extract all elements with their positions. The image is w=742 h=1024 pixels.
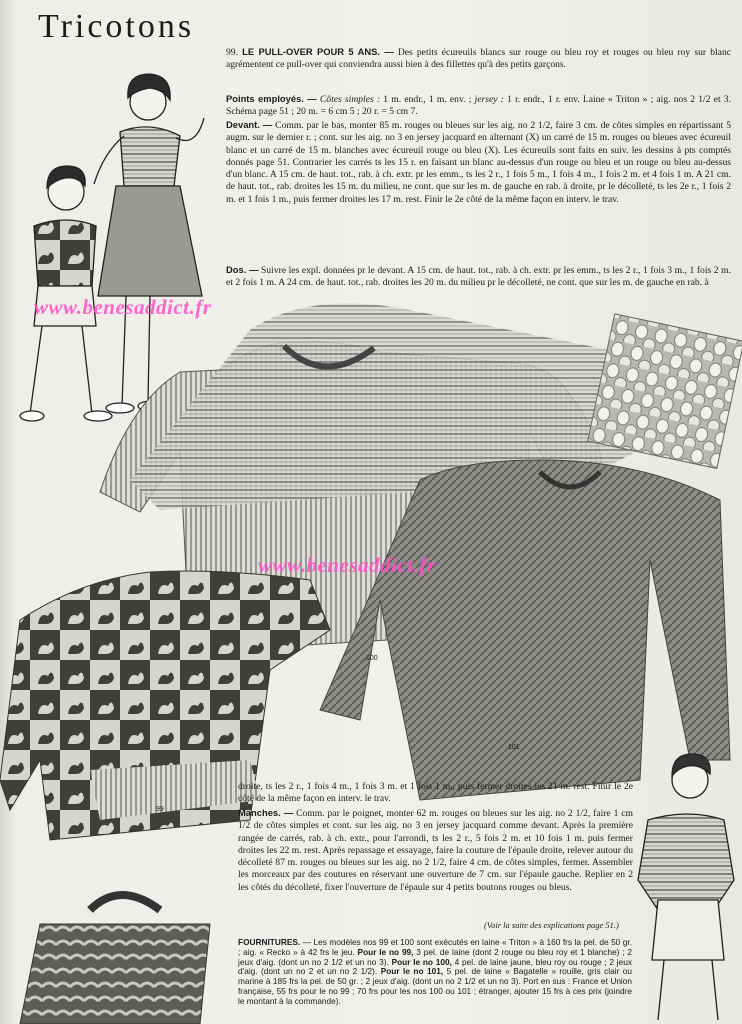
- watermark-top: www.benesaddict.fr: [34, 295, 212, 319]
- devant-heading: Devant. —: [226, 119, 273, 130]
- manches-heading: Manches. —: [238, 807, 294, 818]
- manches-text: Comm. par le poignet, monter 62 m. rouges ou bleues sur les aig. no 2 1/2, faire 1 cm 1/2 de côtes simples et cont. sur les aig. no 3 en jersey jacquard comme devant. Après la première rangée de carrés, rab. à ch. extr., pour l'arrondi, ts les 2 r., 5 fois 2 m. et 10 fois 1 m. puis fermer droites les 22 m. rest. Après repassage et essayage, faire la couture de l'épaule droite, relever autour du décolleté 87 m. rouges ou bleues sur les aig. no 2 1/2, faire 4 cm. de côtes simples, fermer. Assembler les morceaux par des coutures en réservant une ouverture de 7 cm. sur l'épaule gauche. Replier en 2 les côtés du décolleté, fixer l'ouverture de l'épaule sur 4 petits boutons rouges ou bleus.: [238, 808, 633, 893]
- points-italic: Côtes simples :: [316, 94, 384, 105]
- dos-continued-paragraph: [238, 781, 633, 806]
- intro-text: Des petits écureuils blancs sur rouge ou bleu roy et rouges ou bleu roy sur blanc agrémentent ce pull-over qui conviendra aussi bien à des fillettes qu'à des petits garçons.: [226, 47, 731, 71]
- fourn-text-2: 3 pel. de laine (dont 2 rouge ou bleu roy et 1 blanche) ; 2 jeux d'aig. (dont un no 2 1/2 et un no 3).: [238, 946, 633, 967]
- points-text-1: 1 m. endr., 1 m. env. ;: [383, 94, 475, 105]
- points-paragraph: [226, 93, 731, 119]
- fourn-bold-100: Pour le no 100,: [391, 956, 452, 967]
- page-title: Tricotons: [38, 8, 195, 45]
- manches-paragraph: [238, 807, 633, 894]
- model-label-100: 100: [366, 655, 378, 662]
- model-label-101: 101: [508, 744, 520, 751]
- boy-2-illustration: [638, 754, 734, 1020]
- dos-heading: Dos. —: [226, 264, 259, 275]
- knit-swatch: [588, 314, 742, 469]
- devant-paragraph: [226, 119, 731, 206]
- fournitures-paragraph: [238, 938, 632, 1007]
- watermark-middle: www.benesaddict.fr: [258, 553, 436, 577]
- fourn-text-4: 5 pel. de laine « Bagatelle » rouille, gris clair ou marine à 185 frs la pel. de 50 gr. ; 2 jeux d'aig. (dont un no 2 1/2 et un no 3). Port en sus : France et Union française, 55 frs pour le no 99 ; 70 frs pour les nos 100 ou 101 ; étranger, ajouter 15 frs à ces prix (joindre le montant à la commande).: [238, 966, 632, 1006]
- dos-paragraph: [226, 264, 731, 290]
- dos-continued-text: droite, ts les 2 r., 1 fois 4 m., 1 fois 3 m. et 1 fois 1 m., puis fermer droites les 21 m. rest. Finir le 2e côté de la même façon en interv. le trav.: [238, 781, 633, 805]
- model-label-99: 99: [156, 806, 164, 813]
- fourn-text-1: — Les modèles nos 99 et 100 sont exécutés en laine « Triton » à 160 frs la pel. de 50 gr. ; aig. « Recko » à 42 frs le jeu.: [238, 937, 632, 957]
- fournitures-heading: FOURNITURES.: [238, 937, 301, 947]
- fourn-text-3: 4 pel. de laine jaune, bleu roy ou rouge ; 2 jeux d'aig. (dont un no 2 et un no 2 1/2).: [238, 956, 632, 977]
- item-heading: LE PULL-OVER POUR 5 ANS. —: [242, 46, 394, 57]
- continuation-note: (Voir la suite des explications page 51.): [484, 920, 619, 930]
- knit-bag-illustration: [20, 895, 210, 1024]
- points-italic-2: jersey :: [474, 94, 508, 105]
- item-number: 99.: [226, 47, 238, 58]
- fourn-bold-101: Pour le no 101,: [380, 966, 444, 977]
- fourn-bold-99: Pour le no 99,: [357, 946, 414, 957]
- girl-illustration: [94, 74, 204, 413]
- dos-text: Suivre les expl. données pr le devant. A 15 cm. de haut. tot., rab. à ch. extr. pr les emm., ts les 2 r., 1 fois 3 m., 1 fois 2 m. et 2 fois 1 m. A 24 cm. de haut. tot., rab. droites les 20 m. du milieu pr le décolleté, ne cont. que sur les m. de gauche en rab. à: [226, 265, 731, 289]
- devant-text: Comm. par le bas, monter 85 m. rouges ou bleues sur les aig. no 2 1/2, faire 3 cm. de côtes simples en répartissant 5 augm. sur le dernier r. ; cont. sur les aig. no 3 en jersey jacquard en alternant (X) un carré de 15 m. rouges ou bleues avec écureuil blanc et un carré de 15 m. blanches avec écureuil rouge ou bleu (X). Les écureuils sont faits en suiv. les dessins à pts comptés donnés page 51. Contrarier les carrés ts les 15 r. en faisant un blanc au-dessus d'un rouge ou bleu et un rouge ou bleu au-dessus d'un blanc. A 15 cm. de haut. tot., rab. à ch. extr. pr les emm., ts les 2 r., 1 fois 5 m., 1 fois 4 m., 1 fois 2 m. et 4 fois 1 m. A 21 cm. de haut. tot., rab. droites les 15 m. du milieu, ne cont. que sur les m. de gauche en rab. à droite, pr le décolleté, ts les 2e r., 1 fois 2 m. et 1 fois 1 m., puis fermer droites les 17 m. rest. Finir le 2e côté de la même façon en interv. le trav.: [226, 120, 731, 205]
- intro-paragraph: [226, 46, 731, 72]
- points-text-2: 1 r. endr., 1 r. env. Laine « Triton » ; aig. nos 2 1/2 et 3. Schéma page 51 ; 20 m. = 6 cm 5 ; 20 r. = 5 cm 7.: [226, 94, 732, 118]
- points-heading: Points employés. —: [226, 93, 317, 104]
